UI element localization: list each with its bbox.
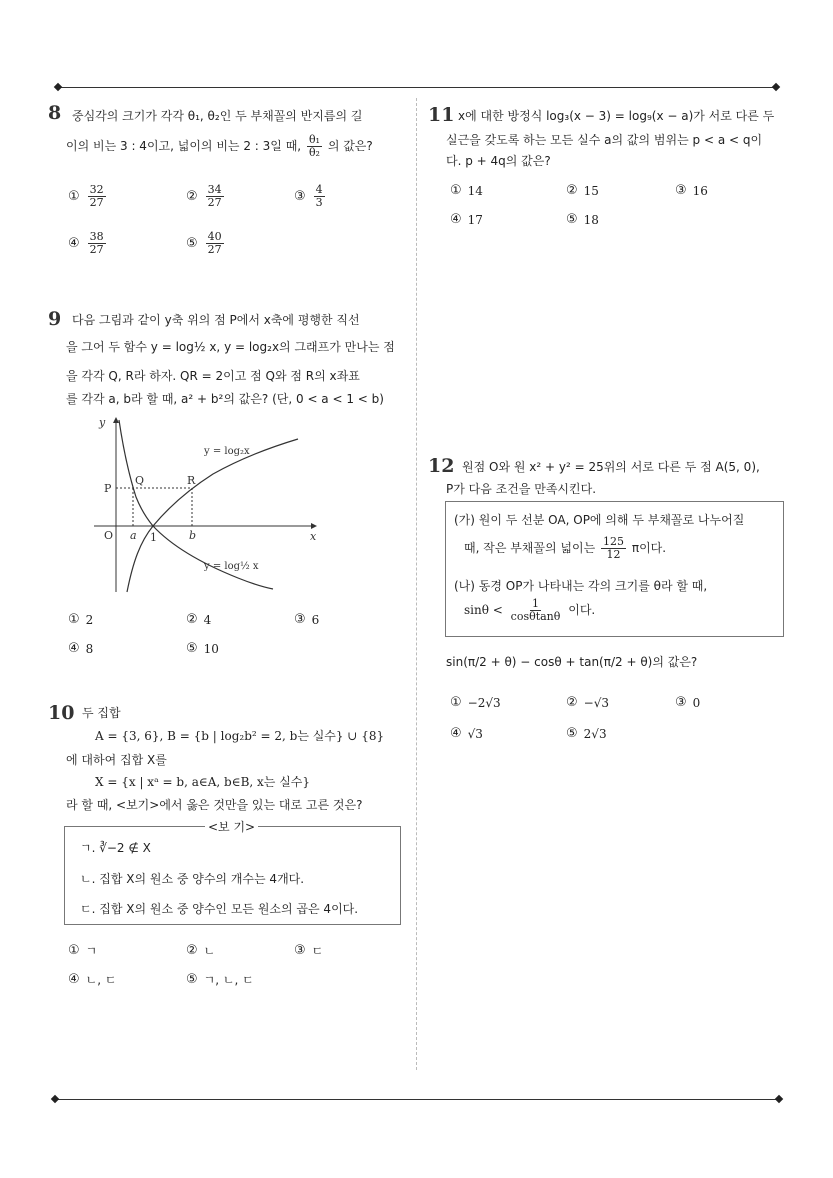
q12-choice-1-mark: ① — [450, 695, 462, 710]
q11-choice-1-mark: ① — [450, 183, 462, 198]
q9-label-curve2: y = log½ x — [204, 561, 259, 572]
q8-line2b: 의 값은? — [327, 139, 373, 153]
q9-choice-5-mark: ⑤ — [186, 641, 198, 656]
q8-choice-5-mark: ⑤ — [186, 236, 198, 251]
q10-bogi-item-2: ㄴ. 집합 X의 원소 중 양수의 개수는 4개다. — [80, 872, 305, 886]
q12-number: 12 — [428, 455, 455, 477]
q10-choice-2[interactable] — [186, 942, 215, 959]
q8-choice-1-den: 27 — [89, 196, 104, 209]
q11-line3: 다. p + 4q의 값은? — [446, 154, 551, 168]
q11-choice-1-text: 14 — [467, 183, 483, 198]
q11-choice-1[interactable] — [450, 183, 483, 198]
q12-area-num: 125 — [603, 535, 625, 548]
q11-choice-4-text: 17 — [467, 212, 483, 227]
q10-bogi-item-3: ㄷ. 집합 X의 원소 중 양수인 모든 원소의 곱은 4이다. — [80, 902, 359, 916]
q8-choice-4-mark: ④ — [68, 236, 80, 251]
q8-choice-5-den: 27 — [207, 243, 222, 256]
q11-line1: x에 대한 방정식 log₃(x − 3) = log₉(x − a)가 서로 다른 두 — [458, 109, 775, 123]
q8-line2a: 이의 비는 3 : 4이고, 넓이의 비는 2 : 3일 때, — [66, 139, 302, 153]
q9-label-curve1: y = log₂x — [204, 446, 250, 457]
q12-choice-4-text: √3 — [467, 726, 483, 741]
q10-choice-4-text: ㄴ, ㄷ — [85, 973, 117, 987]
q8-choice-2-den: 27 — [207, 196, 222, 209]
q8-theta-fraction — [307, 134, 322, 159]
q9-line1: 다음 그림과 같이 y축 위의 점 P에서 x축에 평행한 직선 — [72, 313, 360, 327]
q8-choice-1-mark: ① — [68, 189, 80, 204]
q8-frac-num: θ₁ — [308, 133, 320, 146]
q11-line2: 실근을 갖도록 하는 모든 실수 a의 값의 범위는 p < a < q이 — [446, 133, 763, 147]
q10-choice-3[interactable] — [294, 942, 323, 959]
q8-choice-2-mark: ② — [186, 189, 198, 204]
q12-cond-ga-line1: (가) 원이 두 선분 OA, OP에 의해 두 부채꼴로 나누어질 — [454, 513, 745, 527]
q9-choice-3-text: 6 — [311, 612, 320, 627]
top-rule-left-diamond — [54, 83, 62, 91]
q11-choice-3-mark: ③ — [675, 183, 687, 198]
q12-choice-2-text: −√3 — [583, 695, 609, 710]
q10-choice-4-mark: ④ — [68, 972, 80, 987]
q9-label-b: b — [189, 529, 197, 542]
q9-label-one: 1 — [150, 531, 157, 544]
q10-number: 10 — [48, 702, 75, 724]
q11-choice-5-text: 18 — [583, 212, 599, 227]
q9-label-y: y — [99, 416, 106, 429]
q9-choice-3-mark: ③ — [294, 612, 306, 627]
q10-choice-1-mark: ① — [68, 943, 80, 958]
q12-choice-5-text: 2√3 — [583, 726, 607, 741]
q9-choice-2[interactable] — [186, 612, 211, 627]
q9-label-Q: Q — [135, 474, 145, 487]
q10-choice-3-text: ㄷ — [311, 944, 324, 958]
q11-choice-2-mark: ② — [566, 183, 578, 198]
q12-cond-na-line2b: 이다. — [568, 603, 596, 617]
q9-label-O: O — [104, 529, 114, 542]
q12-choice-3[interactable] — [675, 695, 700, 710]
q8-choice-3-den: 3 — [315, 196, 323, 209]
q12-choice-4[interactable] — [450, 726, 483, 741]
q8-choice-1[interactable] — [68, 184, 108, 209]
q8-choice-3-mark: ③ — [294, 189, 306, 204]
q10-line1: 두 집합 — [82, 706, 121, 720]
q10-choice-5-text: ㄱ, ㄴ, ㄷ — [203, 973, 254, 987]
q9-choice-5[interactable] — [186, 641, 219, 656]
q9-line2: 을 그어 두 함수 y = log½ x, y = log₂x의 그래프가 만나는 점 — [66, 340, 395, 354]
q9-choice-1-mark: ① — [68, 612, 80, 627]
q10-line5: 라 할 때, <보기>에서 옳은 것만을 있는 대로 고른 것은? — [66, 798, 363, 812]
q11-choice-3[interactable] — [675, 183, 708, 198]
q9-choice-2-text: 4 — [203, 612, 212, 627]
top-rule — [58, 87, 776, 88]
q10-choice-2-mark: ② — [186, 943, 198, 958]
q8-choice-3[interactable] — [294, 184, 327, 209]
q12-ineq-num: 1 — [532, 597, 540, 610]
q10-choice-3-mark: ③ — [294, 943, 306, 958]
q11-choice-5-mark: ⑤ — [566, 212, 578, 227]
q12-choice-5-mark: ⑤ — [566, 726, 578, 741]
q8-choice-4-num: 38 — [89, 230, 104, 243]
q10-bogi-item-1: ㄱ. ∛−2 ∉ X — [80, 841, 151, 855]
q9-label-R: R — [187, 474, 196, 487]
q12-cond-na-line2 — [464, 598, 595, 623]
q11-choice-4-mark: ④ — [450, 212, 462, 227]
q8-choice-2-num: 34 — [207, 183, 222, 196]
q9-number: 9 — [48, 308, 62, 330]
q12-line1: 원점 O와 원 x² + y² = 25위의 서로 다른 두 점 A(5, 0), — [462, 460, 760, 474]
q12-area-den: 12 — [606, 548, 621, 561]
q8-choice-4[interactable] — [68, 231, 108, 256]
q12-line2: P가 다음 조건을 만족시킨다. — [446, 482, 597, 496]
q11-choice-2-text: 15 — [583, 183, 599, 198]
q11-choice-3-text: 16 — [692, 183, 708, 198]
q9-graph — [88, 412, 328, 597]
q11-choice-4[interactable] — [450, 212, 483, 227]
q9-label-P: P — [104, 482, 112, 495]
q9-choice-4-mark: ④ — [68, 641, 80, 656]
q8-choice-3-num: 4 — [315, 183, 323, 196]
q8-frac-den: θ₂ — [308, 146, 320, 159]
q9-label-x: x — [310, 530, 317, 543]
q12-choice-2[interactable] — [566, 695, 609, 710]
bottom-rule — [55, 1099, 779, 1100]
q10-bogi-title: <보 기> — [205, 819, 258, 835]
q11-number: 11 — [428, 104, 455, 126]
top-rule-right-diamond — [772, 83, 780, 91]
q9-line3: 을 각각 Q, R라 하자. QR = 2이고 점 Q와 점 R의 x좌표 — [66, 369, 360, 383]
q9-choice-3[interactable] — [294, 612, 319, 627]
q10-choice-1[interactable] — [68, 942, 97, 959]
q8-choice-4-den: 27 — [89, 243, 104, 256]
q8-choice-5[interactable] — [186, 231, 226, 256]
q8-number: 8 — [48, 102, 62, 124]
q9-choice-1-text: 2 — [85, 612, 94, 627]
q10-choice-2-text: ㄴ — [203, 944, 216, 958]
q10-choice-5-mark: ⑤ — [186, 972, 198, 987]
q8-choice-5-num: 40 — [207, 230, 222, 243]
q9-choice-1[interactable] — [68, 612, 93, 627]
q12-choice-3-mark: ③ — [675, 695, 687, 710]
q12-ineq-den: cosθtanθ — [510, 610, 561, 623]
q12-cond-ga-line2b: π이다. — [631, 541, 667, 555]
q9-choice-5-text: 10 — [203, 641, 219, 656]
q12-choice-2-mark: ② — [566, 695, 578, 710]
q12-cond-na-line2a: sinθ < — [464, 603, 503, 617]
q10-choice-5[interactable] — [186, 971, 254, 988]
q12-choice-3-text: 0 — [692, 695, 701, 710]
bottom-rule-left-diamond — [51, 1095, 59, 1103]
q9-line4: 를 각각 a, b라 할 때, a² + b²의 값은? (단, 0 < a < 1 < b) — [66, 392, 384, 406]
q11-choice-2[interactable] — [566, 183, 599, 198]
q9-choice-4-text: 8 — [85, 641, 94, 656]
q9-label-a: a — [130, 529, 137, 542]
q9-choice-2-mark: ② — [186, 612, 198, 627]
bottom-rule-right-diamond — [775, 1095, 783, 1103]
q12-cond-ga-line2a: 때, 작은 부채꼴의 넓이는 — [464, 541, 596, 555]
q8-choice-1-num: 32 — [89, 183, 104, 196]
q10-line4: X = {x | xᵃ = b, a∈A, b∈B, x는 실수} — [95, 775, 311, 789]
q11-choice-5[interactable] — [566, 212, 599, 227]
q9-choice-4[interactable] — [68, 641, 93, 656]
q12-cond-na-line1: (나) 동경 OP가 나타내는 각의 크기를 θ라 할 때, — [454, 579, 708, 593]
q12-question: sin(π/2 + θ) − cosθ + tan(π/2 + θ)의 값은? — [446, 655, 698, 669]
q8-line2 — [66, 134, 373, 159]
q12-choice-1[interactable] — [450, 695, 501, 710]
q12-cond-ga-line2 — [464, 536, 666, 561]
q10-line2: A = {3, 6}, B = {b | log₂b² = 2, b는 실수} ∪ {8} — [95, 729, 385, 743]
q12-choice-1-text: −2√3 — [467, 695, 501, 710]
q12-choice-5[interactable] — [566, 726, 607, 741]
q10-line3: 에 대하여 집합 X를 — [66, 753, 167, 767]
q12-ineq-fraction — [509, 598, 563, 623]
q10-choice-4[interactable] — [68, 971, 116, 988]
q10-choice-1-text: ㄱ — [85, 944, 98, 958]
q12-choice-4-mark: ④ — [450, 726, 462, 741]
column-separator — [416, 98, 417, 1070]
q12-area-fraction — [601, 536, 626, 561]
q8-line1: 중심각의 크기가 각각 θ₁, θ₂인 두 부채꼴의 반지름의 길 — [72, 109, 363, 123]
q8-choice-2[interactable] — [186, 184, 226, 209]
